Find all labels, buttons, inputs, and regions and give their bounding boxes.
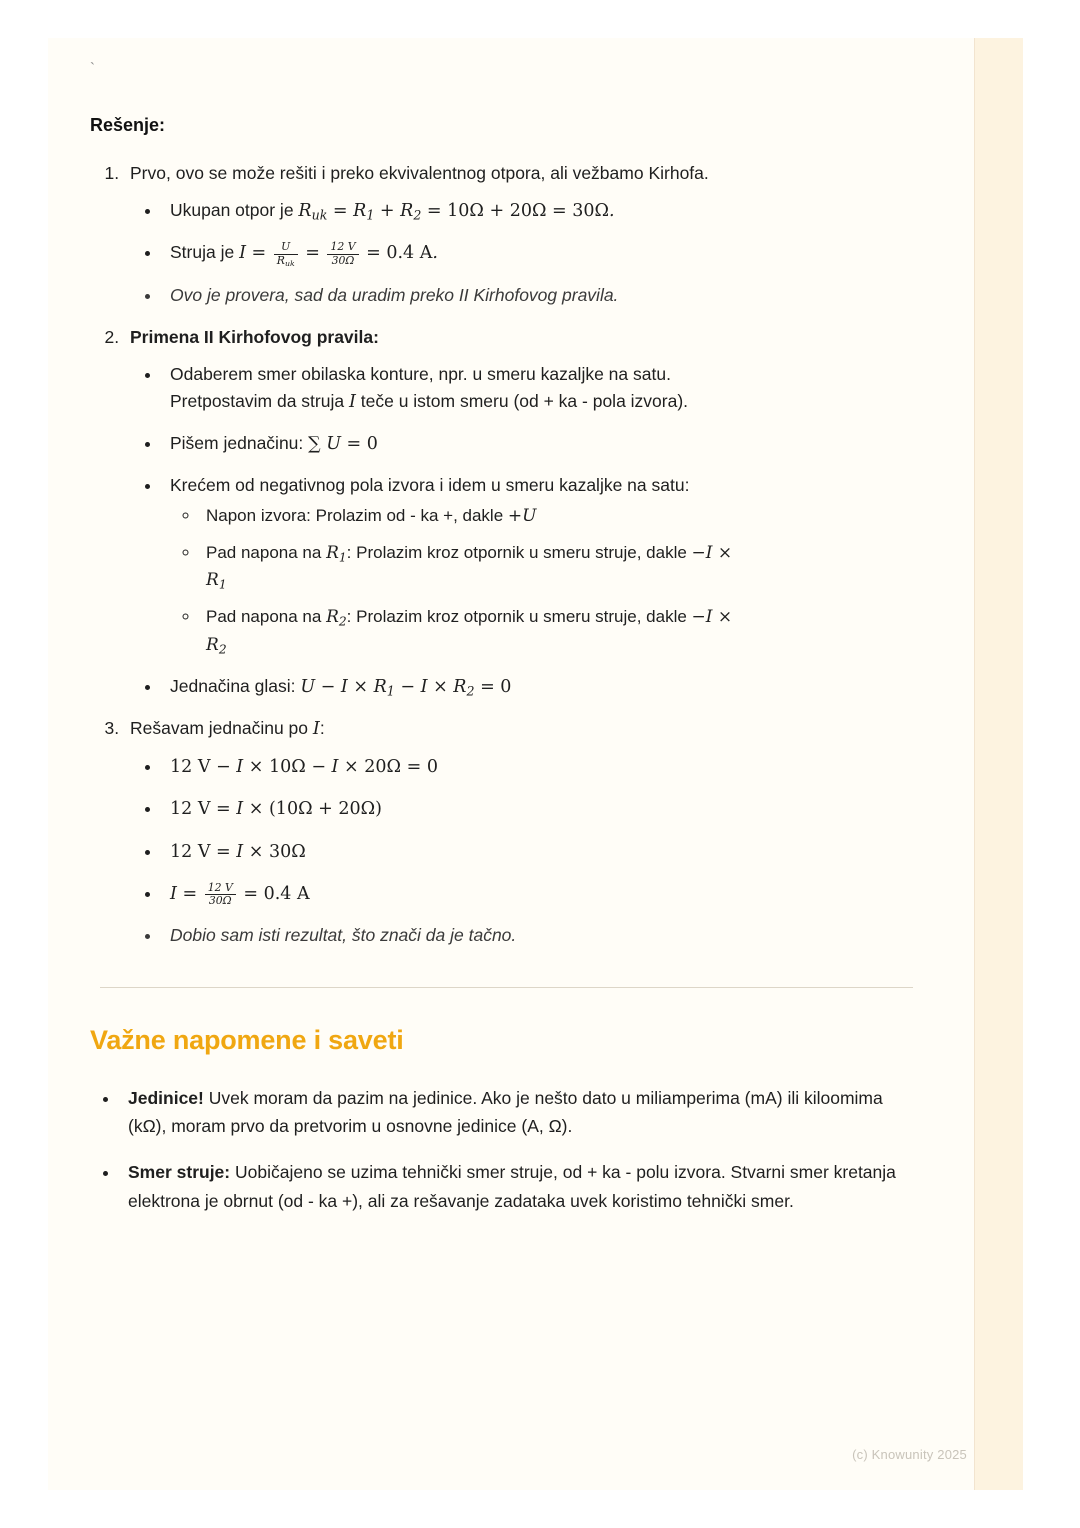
- step-3-text-a: Rešavam jednačinu po: [130, 718, 313, 739]
- list-item: [162, 239, 923, 268]
- formula-plus-u: +U: [507, 506, 537, 527]
- document-content: [90, 58, 923, 1233]
- subbullet-mid: : Prolazim kroz otpornik u smeru struje, dakle: [346, 607, 692, 627]
- symbol-current: I: [312, 719, 320, 740]
- list-item: [162, 361, 923, 416]
- list-item: • Dobio sam isti rezultat, što znači da je tačno.: [162, 922, 923, 949]
- bullet-prefix: Struja je: [170, 242, 240, 263]
- list-item: [200, 503, 923, 529]
- step-2-bullets: [130, 361, 923, 701]
- bullet-line-2b: teče u istom smeru (od + ka - pola izvora).: [355, 390, 689, 411]
- equation-line-2: 12 V = I × (10Ω + 20Ω): [170, 799, 382, 820]
- step-3-bullets: [130, 753, 923, 949]
- list-item: [162, 838, 923, 866]
- formula-drop-r2: −I × $R_2$: [206, 607, 733, 657]
- list-item: [162, 472, 923, 659]
- formula-drop-r1: −I × $R_1$: [206, 542, 733, 592]
- list-item: • Ovo je provera, sad da uradim preko II Kirhofovog pravila.: [162, 282, 923, 309]
- page-edge-stripe: [974, 38, 1023, 1490]
- equation-line-1: 12 V − I × 10Ω − I × 20Ω = 0: [170, 757, 438, 778]
- symbol-r1: $R_1$: [326, 542, 347, 564]
- equation-line-3: 12 V = I × 30Ω: [170, 841, 306, 862]
- tip-body: Uvek moram da pazim na jedinice. Ako je nešto dato u miliamperima (mA) ili kiloomima (kΩ), moram prvo da pretvorim u osnovne jedinice (A, Ω).: [128, 1087, 883, 1137]
- bullet-prefix: Ukupan otpor je: [170, 200, 299, 221]
- step-item-1: [124, 160, 923, 310]
- list-item: [200, 540, 923, 595]
- list-item: [162, 673, 923, 701]
- symbol-current: I: [348, 391, 356, 412]
- tip-lead: Smer struje:: [128, 1162, 231, 1183]
- stray-tick-mark: `: [90, 60, 95, 77]
- solution-steps-list: [90, 160, 923, 949]
- document-page: [48, 38, 1023, 1490]
- list-item: [162, 880, 923, 908]
- bullet-line-2a: Pretpostavim da struja: [170, 390, 349, 411]
- step-2-title: Primena II Kirhofovog pravila:: [130, 326, 379, 347]
- tips-list: [90, 1084, 923, 1215]
- step-1-text: Prvo, ovo se može rešiti i preko ekvivalentnog otpora, ali vežbamo Kirhofa.: [130, 162, 709, 183]
- solution-heading: Rešenje:: [90, 115, 166, 135]
- bullet-line-1: Odaberem smer obilaska konture, npr. u smeru kazaljke na satu.: [170, 363, 671, 384]
- section-divider: [100, 987, 913, 988]
- equation-line-4: I = $\frac{12 V}{30\Omega}$ = 0.4 A: [170, 880, 310, 908]
- formula-sum-voltages: ∑ U = 0: [308, 433, 378, 454]
- formula-loop-equation: $U - I \times R_1 - I \times R_2 = 0$: [300, 677, 512, 699]
- list-item: [162, 430, 923, 458]
- subbullet-mid: : Prolazim kroz otpornik u smeru struje, dakle: [346, 542, 692, 562]
- step-item-2: [124, 324, 923, 702]
- step-3-text-b: :: [319, 718, 325, 739]
- list-item: [200, 604, 923, 659]
- tip-body: Uobičajeno se uzima tehnički smer struje, od + ka - polu izvora. Stvarni smer kretanja elektrona je obrnut (od - ka +), ali za rešavanje zadataka uvek koristimo tehnički smer.: [128, 1162, 896, 1211]
- watermark: (c) Knowunity 2025: [852, 1447, 967, 1462]
- step-item-3: [124, 715, 923, 949]
- bullet-text: Krećem od negativnog pola izvora i idem u smeru kazaljke na satu:: [170, 475, 690, 496]
- list-item: [120, 1084, 923, 1141]
- symbol-r2: $R_2$: [326, 607, 347, 629]
- formula-current: I = $\frac{U}{R_{uk}}$ = $\frac{12 V}{30\Omega}$ = 0.4 A.: [239, 240, 438, 268]
- list-item: [162, 753, 923, 781]
- list-item: [120, 1158, 923, 1215]
- subbullet-prefix: Pad napona na: [206, 607, 327, 627]
- formula-total-resistance: $R_{uk} = R_1 + R_2 = 10\Omega + 20\Omega = 30\Omega$.: [298, 201, 615, 223]
- bullet-prefix: Jednačina glasi:: [170, 676, 301, 697]
- page-title: Važne napomene i saveti: [90, 1024, 404, 1055]
- list-item: [162, 795, 923, 823]
- list-item: [162, 197, 923, 225]
- step-1-bullets: [130, 197, 923, 310]
- bullet-prefix: Pišem jednačinu:: [170, 432, 309, 453]
- step-2-subbullets: [170, 503, 923, 659]
- subbullet-text: Napon izvora: Prolazim od - ka +, dakle: [206, 506, 508, 526]
- tip-lead: Jedinice!: [128, 1087, 204, 1108]
- subbullet-prefix: Pad napona na: [206, 542, 327, 562]
